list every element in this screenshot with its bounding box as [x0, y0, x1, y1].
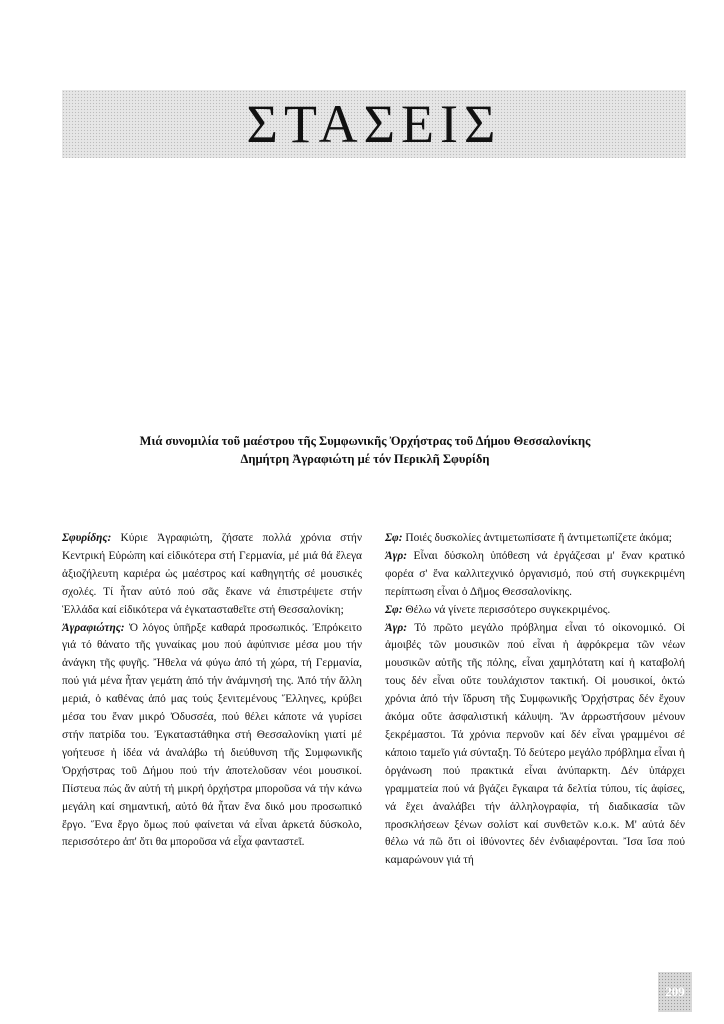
- speaker-label: Σφ:: [385, 532, 403, 544]
- speaker-label: Σφυρίδης:: [62, 532, 112, 544]
- paragraph-text: Θέλω νά γίνετε περισσότερο συγκεκριμένος.: [402, 603, 611, 616]
- speaker-label: Ἀγρ:: [385, 549, 407, 562]
- page-number: 209: [658, 972, 692, 1012]
- subtitle-line-2: Δημήτρη Ἀγραφιώτη μέ τόν Περικλῆ Σφυρίδη: [240, 452, 490, 466]
- right-column: [385, 530, 685, 870]
- paragraph: [385, 620, 685, 871]
- paragraph-text: Ὁ λόγος ὑπῆρξε καθαρά προσωπικός. Ἐπρόκειτο γιά τό θάνατο τῆς γυναίκας μου πού ἀφύπνισε μέσα μου τήν ἀνάγκη τῆς φυγῆς. Ἤθελα νά φύγω ἀπό τή χώρα, τή Γερμανία, πού γιά μένα ἦταν γεμάτη ἀπό τήν ἀνάμνησή της. Ἀπό τήν ἄλλη μεριά, ὁ καθένας ἀπό μας τούς ξενιτεμένους Ἕλληνες, κρύβει μέσα του ἕναν μικρό Ὀδυσσέα, πού θέλει κάποτε νά γυρίσει στήν πατρίδα του. Ἐγκαταστάθηκα στή Θεσσαλονίκη γιατί μέ γοήτευσε ἡ ἰδέα νά ἀναλάβω τή διεύθυνση τῆς Συμφωνικῆς Ὀρχήστρας τοῦ Δήμου πού τήν ἀποτελοῦσαν νέοι μουσικοί. Πίστευα πώς ἄν αὐτή τή μικρή ὀρχήστρα μποροῦσα νά τήν κάνω μεγάλη καί σημαντική, αὐτό θά ἦταν ἕνα δικό μου προσωπικό ἔργο. Ἕνα ἔργο ὅμως πού φαίνεται νά εἶναι ἀρκετά δύσκολο, περισσότερο ἀπ' ὅτι θα μποροῦσα νά εἶχα φανταστεῖ.: [62, 621, 362, 849]
- subtitle-line-1: Μιά συνομιλία τοῦ μαέστρου τῆς Συμφωνικῆς Ὀρχήστρας τοῦ Δήμου Θεσσαλονίκης: [139, 434, 591, 448]
- speaker-label: Σφ:: [385, 603, 403, 616]
- paragraph: [385, 548, 685, 602]
- left-column: [62, 530, 362, 852]
- paragraph-text: Εἶναι δύσκολη ὑπόθεση νά ἐργάζεσαι μ' ἕναν κρατικό φορέα σ' ἕνα καλλιτεχνικό ὀργανισμό, πού στή συγκεκριμένη περίπτωση εἶναι ὁ Δῆμος Θεσσαλονίκης.: [385, 549, 685, 598]
- article-subtitle: [80, 432, 650, 468]
- paragraph: [62, 620, 362, 853]
- paragraph: [62, 530, 362, 620]
- section-title: ΣΤΑΣΕΙΣ: [246, 94, 502, 154]
- paragraph-text: Ποιές δυσκολίες ἀντιμετωπίσατε ἤ ἀντιμετωπίζετε ἀκόμα;: [402, 532, 672, 544]
- paragraph: [385, 602, 685, 620]
- speaker-label: Ἀγρ:: [385, 621, 407, 634]
- paragraph-text: Τό πρῶτο μεγάλο πρόβλημα εἶναι τό οἰκονομικό. Οἱ ἀμοιβές τῶν μουσικῶν πού εἶναι ἡ ἀφρόκρεμα τῶν νέων μουσικῶν αὐτῆς τῆς πόλης, εἶναι χαμηλότατη καί ἡ καταβολή τους δέν εἶναι οὔτε τουλάχιστον τακτική. Οἱ μουσικοί, ὀκτώ χρόνια ἀπό τήν ἵδρυση τῆς Συμφωνικῆς Ὀρχήστρας δέν ἔχουν ἀκόμα οὔτε ἀσφαλιστική κάλυψη. Ἄν ἀρρωστήσουν μένουν ξεκρέμαστοι. Τά χρόνια περνοῦν καί δέν εἶναι γραμμένοι σέ κάποιο ταμεῖο γιά σύνταξη. Τό δεύτερο μεγάλο πρόβλημα εἶναι ἡ ὀργάνωση πού πρακτικά εἶναι ἀνύπαρκτη. Δέν ὑπάρχει γραμματεία πού νά βγάζει ἔγκαιρα τά δελτία τύπου, τίς ἀφίσες, νά ἔχει ἀναλάβει τήν ἀλληλογραφία, τή διαδικασία τῶν προσκλήσεων ξένων σολίστ καί συνθετῶν κ.ο.κ. Μ' αὐτά δέν θέλω νά πῶ ὅτι οἱ ἰθύνοντες δέν ἐνδιαφέρονται. Ἴσα ἴσα πού καμαρώνουν γιά τή: [385, 621, 685, 867]
- paragraph: [385, 530, 685, 548]
- header-band: [62, 90, 686, 158]
- paragraph-text: Κύριε Ἀγραφιώτη, ζήσατε πολλά χρόνια στήν Κεντρική Εὐρώπη καί εἰδικότερα στή Γερμανία, μέ μιά θά ἔλεγα ἀξιοζήλευτη καριέρα ὡς μαέστρος καί καθηγητής σέ μουσικές σχολές. Τί ἦταν αὐτό πού σᾶς ἔκανε νά ἐπιστρέψετε στήν Ἑλλάδα καί εἰδικότερα νά ἐγκατασταθεῖτε στή Θεσσαλονίκη;: [62, 532, 362, 616]
- speaker-label: Ἀγραφιώτης:: [62, 621, 125, 634]
